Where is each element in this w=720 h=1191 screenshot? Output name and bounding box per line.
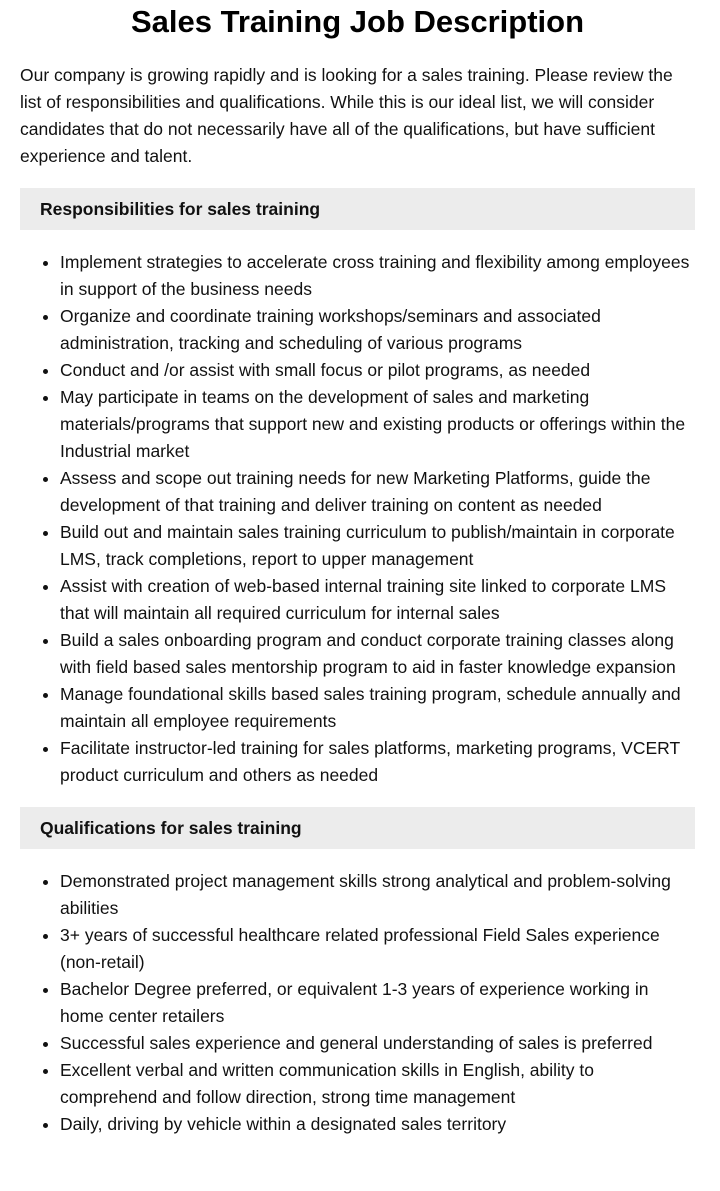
qualifications-list — [20, 868, 695, 1138]
qualification-item: • Bachelor Degree preferred, or equivalent 1-3 years of experience working in home center retailers — [60, 976, 695, 1030]
qualification-item: • Demonstrated project management skills strong analytical and problem-solving abilities — [60, 868, 695, 922]
responsibility-item: • May participate in teams on the development of sales and marketing materials/programs that support new and existing products or offerings within the Industrial market — [60, 384, 695, 465]
qualification-item: • Successful sales experience and general understanding of sales is preferred — [60, 1030, 695, 1057]
page-title: Sales Training Job Description — [130, 4, 585, 39]
qualification-item: • Daily, driving by vehicle within a designated sales territory — [60, 1111, 695, 1138]
responsibility-item: • Build out and maintain sales training curriculum to publish/maintain in corporate LMS, track completions, report to upper management — [60, 519, 695, 573]
intro-paragraph: Our company is growing rapidly and is looking for a sales training. Please review the list of responsibilities and qualifications. While this is our ideal list, we will consider candidates that do not necessarily have all of the qualifications, but have sufficient experience and talent. — [20, 65, 673, 166]
responsibility-item: • Implement strategies to accelerate cross training and flexibility among employees in support of the business needs — [60, 249, 695, 303]
qualification-item: • 3+ years of successful healthcare related professional Field Sales experience (non-retail) — [60, 922, 695, 976]
qualifications-heading: Qualifications for sales training — [20, 807, 695, 849]
responsibility-item: • Assess and scope out training needs for new Marketing Platforms, guide the development of that training and deliver training on content as needed — [60, 465, 695, 519]
responsibility-item: • Facilitate instructor-led training for sales platforms, marketing programs, VCERT product curriculum and others as needed — [60, 735, 695, 789]
responsibility-item: • Conduct and /or assist with small focus or pilot programs, as needed — [60, 357, 695, 384]
responsibility-item: • Organize and coordinate training workshops/seminars and associated administration, tracking and scheduling of various programs — [60, 303, 695, 357]
responsibility-item: • Build a sales onboarding program and conduct corporate training classes along with field based sales mentorship program to aid in faster knowledge expansion — [60, 627, 695, 681]
responsibility-item: • Manage foundational skills based sales training program, schedule annually and maintain all employee requirements — [60, 681, 695, 735]
responsibilities-list — [20, 249, 695, 789]
qualification-item: • Excellent verbal and written communication skills in English, ability to comprehend and follow direction, strong time management — [60, 1057, 695, 1111]
responsibilities-heading: Responsibilities for sales training — [20, 188, 695, 230]
responsibility-item: • Assist with creation of web-based internal training site linked to corporate LMS that will maintain all required curriculum for internal sales — [60, 573, 695, 627]
